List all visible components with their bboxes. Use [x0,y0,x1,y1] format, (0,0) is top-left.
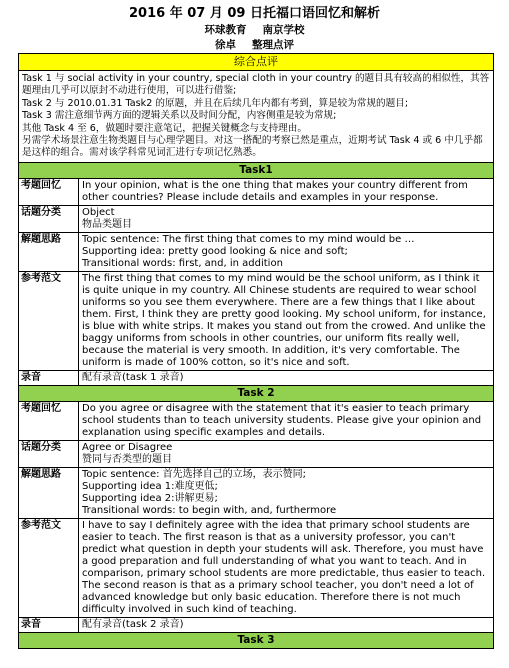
task1-sample-label: 参考范文 [19,271,79,370]
task2-audio-label: 录音 [19,617,79,632]
approach-line: Transitional words: first, and, in addition [82,257,283,269]
task2-category-en: Agree or Disagree [82,441,173,453]
task2-category-label: 话题分类 [19,440,79,467]
task2-category [79,440,494,467]
task1-audio-label: 录音 [19,370,79,385]
overview-text [19,71,494,163]
task2-recall-label: 考题回忆 [19,401,79,440]
task2-category-cn: 赞同与否类型的题目 [82,453,172,465]
intro-line: Task 1 与 social activity in your country, special cloth in your country 的题目具有较高的相似性，其答题理由几乎可以原封不动进行使用，可以进行借鉴; [22,73,490,97]
approach-line: Supporting idea 2:讲解更易; [82,492,218,504]
subtitle-org [0,23,509,37]
task1-recall: In your opinion, what is the one thing that makes your country different from other countries? Please include details and examples in your response. [79,178,494,205]
task1-category-label: 话题分类 [19,205,79,232]
approach-line: Supporting idea 1:难度更低; [82,480,218,492]
task2-approach [79,467,494,518]
intro-line: 其他 Task 4 至 6，做题时要注意笔记，把握关键概念与支持理由。 [22,122,307,134]
approach-line: Supporting idea: pretty good looking & nice and soft; [82,245,348,257]
approach-line: Topic sentence: 首先选择自己的立场，表示赞同; [82,468,307,480]
task1-category-cn: 物品类题目 [82,218,132,230]
task1-audio: 配有录音(task 1 录音) [79,370,494,385]
analysis-table [18,53,494,649]
intro-line: Task 2 与 2010.01.31 Task2 的原题，并且在后续几年内都有考到，算是较为常规的题目; [22,97,409,109]
task1-recall-label: 考题回忆 [19,178,79,205]
subtitle-author [0,38,509,52]
org-name: 环球教育 [204,24,247,36]
author-role: 整理点评 [252,39,294,51]
approach-line: Transitional words: to begin with, and, furthermore [82,504,337,516]
task2-header: Task 2 [19,385,494,401]
task2-recall: Do you agree or disagree with the statement that it's easier to teach primary school students than to teach university students. Please give your opinion and explanation using specific examples and details. [79,401,494,440]
document-title: 2016 年 07 月 09 日托福口语回忆和解析 [129,6,380,21]
task1-category [79,205,494,232]
intro-line: Task 3 需注意细节两方面的逻辑关系以及时间分配，内容侧重是较为常规; [22,110,337,122]
task1-category-en: Object [82,206,115,218]
intro-line: 另需学术场景注意生物类题目与心理学题目。对这一搭配的考察已然是重点，近期考试 Task 4 或 6 中几乎都是这样的组合。需对该学科常见词汇进行专项记忆熟悉。 [22,135,483,159]
task2-sample: I have to say I definitely agree with the idea that primary school students are easier to teach. The first reason is that as a university professor, you can't predict what question in depth your students will ask. Therefore, you must have a good preparation and full understanding of what you want to teach. And in comparison, primary school students are more predictable, thus easier to teach. The second reason is that as a primary school teacher, you don't need a lot of advanced knowledge but only basic education. Therefore there is not much difficulty involved in such kind of teaching. [79,518,494,617]
author-name: 徐卓 [215,39,236,51]
task3-header: Task 3 [19,632,494,648]
task1-approach-label: 解题思路 [19,232,79,271]
task1-sample: The first thing that comes to my mind would be the school uniform, as I think it is quite unique in my country. All Chinese students are required to wear school uniforms so you see them everywhere. There are a few things that I like about them. First, I think they are pretty good looking. My school uniform, for instance, is blue with white strips. It makes you stand out from the crowed. And unlike the baggy uniforms from schools in other countries, our uniform fits really well, because the material is very smooth. In addition, it's very comfortable. The uniform is made of 100% cotton, so it's nice and soft. [79,271,494,370]
task1-approach [79,232,494,271]
task2-approach-label: 解题思路 [19,467,79,518]
task2-audio: 配有录音(task 2 录音) [79,617,494,632]
task1-header: Task1 [19,162,494,178]
task2-sample-label: 参考范文 [19,518,79,617]
section-header-overview: 综合点评 [19,54,494,71]
school-name: 南京学校 [262,24,305,36]
approach-line: Topic sentence: The first thing that comes to my mind would be … [82,233,415,245]
